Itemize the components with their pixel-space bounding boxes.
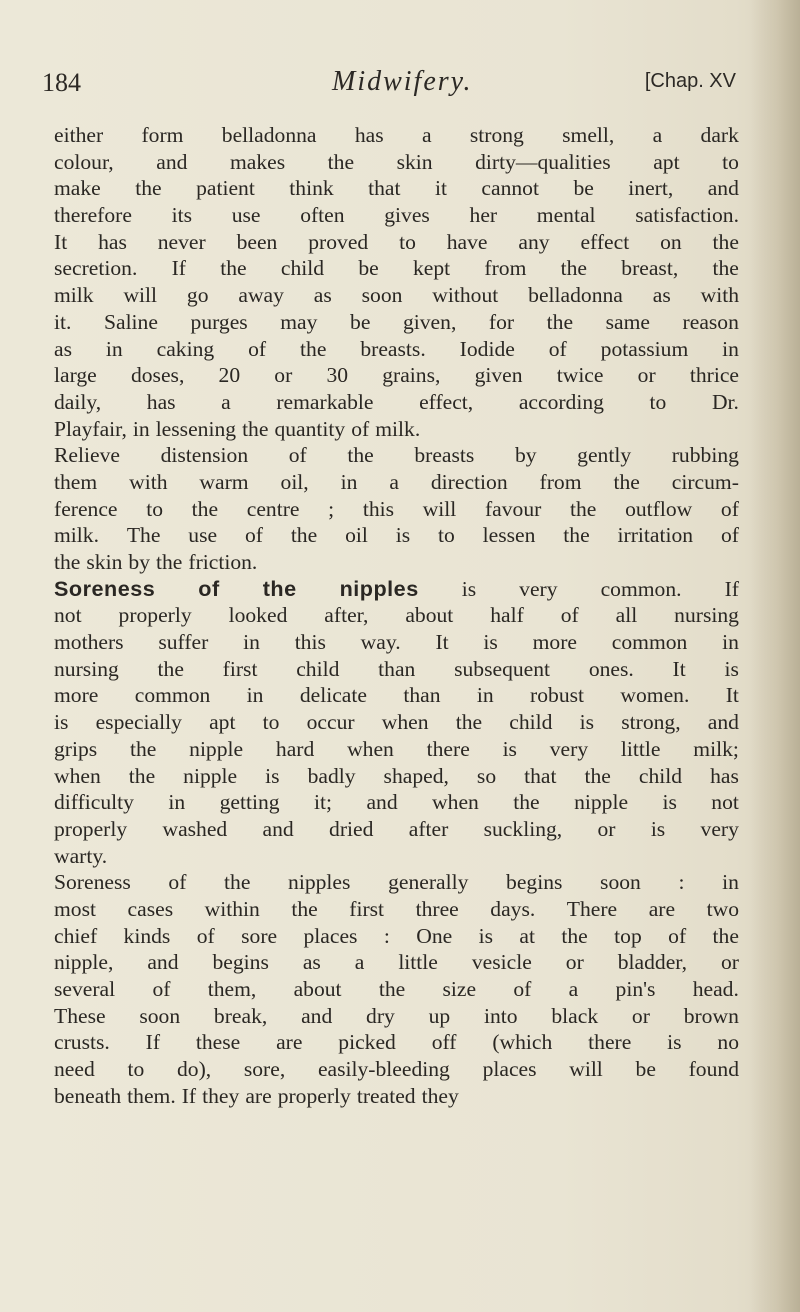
text-line: nipple, and begins as a little vesicle or bladder, or	[54, 950, 739, 975]
page-header	[42, 64, 736, 104]
text-line: when the nipple is badly shaped, so that the child has	[54, 763, 739, 788]
page-edge-shadow	[750, 0, 800, 1312]
text-line: most cases within the first three days. There are two	[54, 896, 739, 921]
text-line: daily, has a remarkable effect, according to Dr.	[54, 389, 739, 414]
text-line: nursing the first child than subsequent ones. It is	[54, 656, 739, 681]
text-line: grips the nipple hard when there is very little milk;	[54, 736, 739, 761]
text-line: difficulty in getting it; and when the nipple is not	[54, 790, 739, 815]
page-number: 184	[42, 68, 81, 97]
text-line: Relieve distension of the breasts by gently rubbing	[54, 443, 739, 468]
text-line: mothers suffer in this way. It is more common in	[54, 630, 739, 655]
text-line: Soreness of the nipples is very common. If	[54, 575, 739, 601]
text-line: large doses, 20 or 30 grains, given twice or thrice	[54, 363, 739, 388]
text-line: as in caking of the breasts. Iodide of potassium in	[54, 336, 739, 361]
text-line: It has never been proved to have any effect on the	[54, 229, 739, 254]
text-line: warty.	[54, 843, 108, 868]
text-line: need to do), sore, easily-bleeding places will be found	[54, 1057, 739, 1082]
text-line: Playfair, in lessening the quantity of milk.	[54, 416, 421, 441]
text-line: not properly looked after, about half of all nursing	[54, 603, 739, 628]
chapter-label: [Chap. XV	[644, 70, 736, 92]
running-title: Midwifery.	[332, 66, 473, 97]
text-line: Soreness of the nipples generally begins soon : in	[54, 870, 739, 895]
text-line: make the patient think that it cannot be inert, and	[54, 176, 739, 201]
text-line: milk. The use of the oil is to lessen the irritation of	[54, 523, 739, 548]
text-line: it. Saline purges may be given, for the same reason	[54, 309, 739, 334]
text-line: chief kinds of sore places : One is at the top of the	[54, 923, 739, 948]
text-line: them with warm oil, in a direction from the circum-	[54, 469, 739, 494]
body-text	[54, 122, 739, 1109]
text-line: therefore its use often gives her mental satisfaction.	[54, 203, 739, 228]
text-line: beneath them. If they are properly treated they	[54, 1083, 459, 1108]
text-line: crusts. If these are picked off (which there is no	[54, 1030, 739, 1055]
text-line: milk will go away as soon without belladonna as with	[54, 283, 739, 308]
text-line: either form belladonna has a strong smell, a dark	[54, 123, 739, 147]
text-line: several of them, about the size of a pin's head.	[54, 977, 739, 1001]
text-line: properly washed and dried after suckling, or is very	[54, 816, 739, 841]
text-line: secretion. If the child be kept from the breast, the	[54, 256, 739, 281]
text-line: more common in delicate than in robust women. It	[54, 683, 739, 708]
text-line: the skin by the friction.	[54, 550, 258, 574]
text-line: colour, and makes the skin dirty—qualities apt to	[54, 149, 739, 174]
text-line: These soon break, and dry up into black or brown	[54, 1003, 739, 1028]
text-line: ference to the centre ; this will favour the outflow of	[54, 496, 739, 521]
text-line: is especially apt to occur when the child is strong, and	[54, 710, 739, 735]
